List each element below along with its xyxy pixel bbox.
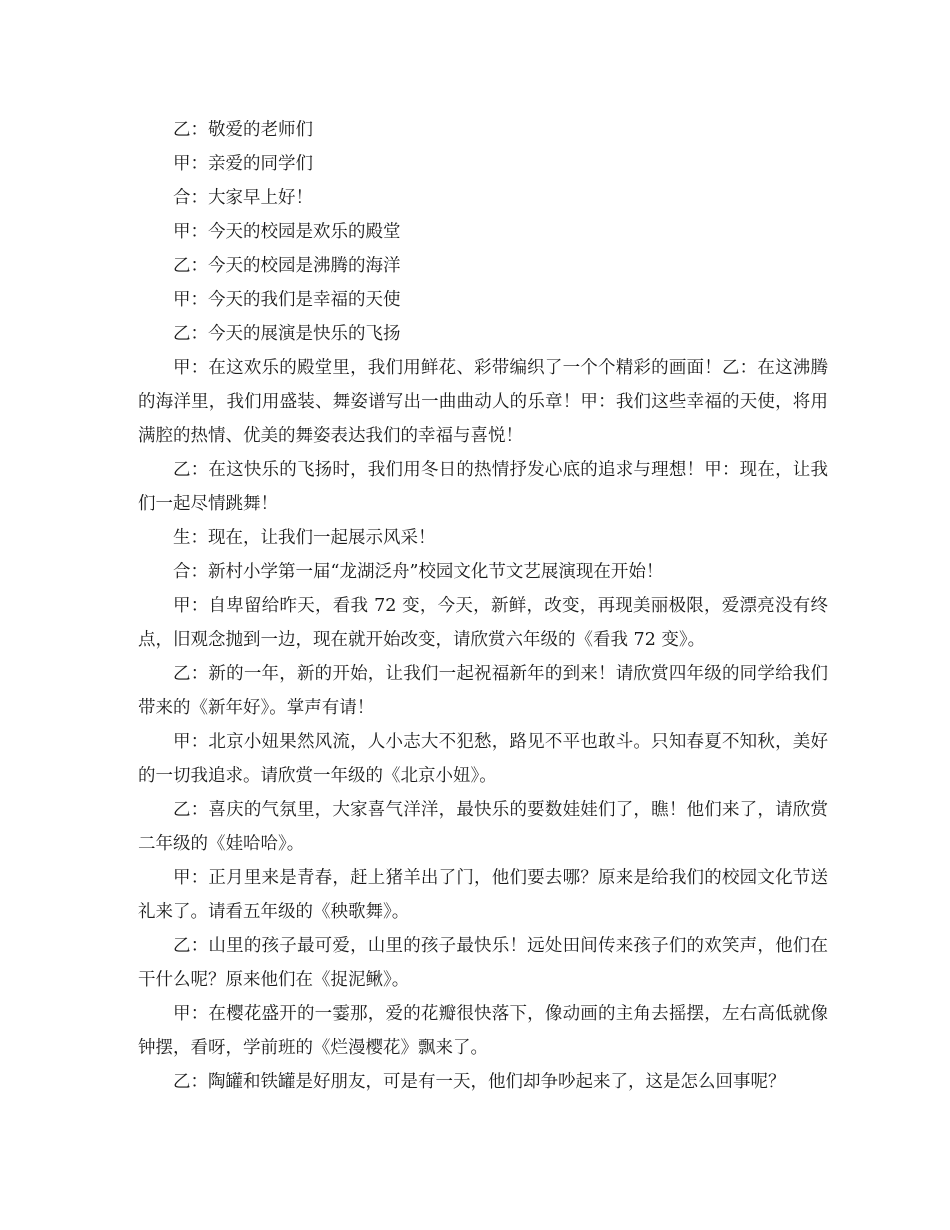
paragraph: 乙：在这快乐的飞扬时，我们用冬日的热情抒发心底的追求与理想！甲：现在，让我们一起尽情跳舞！ [138,460,828,514]
paragraph: 乙：山里的孩子最可爱，山里的孩子最快乐！远处田间传来孩子们的欢笑声，他们在干什么呢？原来他们在《捉泥鳅》。 [138,936,828,990]
paragraph: 乙：喜庆的气氛里，大家喜气洋洋，最快乐的要数娃娃们了，瞧！他们来了，请欣赏二年级的《娃哈哈》。 [138,800,828,854]
paragraph: 乙：今天的展演是快乐的飞扬 [173,324,401,344]
paragraph: 甲：亲爱的同学们 [173,154,313,174]
paragraph: 甲：在樱花盛开的一霎那，爱的花瓣很快落下，像动画的主角去摇摆，左右高低就像钟摆，看呀，学前班的《烂漫樱花》飘来了。 [138,1004,828,1058]
paragraph: 甲：自卑留给昨天，看我 72 变，今天，新鲜，改变，再现美丽极限，爱漂亮没有终点，旧观念抛到一边，现在就开始改变，请欣赏六年级的《看我 72 变》。 [138,596,828,650]
paragraph: 甲：在这欢乐的殿堂里，我们用鲜花、彩带编织了一个个精彩的画面！乙：在这沸腾的海洋里，我们用盛装、舞姿谱写出一曲曲动人的乐章！甲：我们这些幸福的天使，将用满腔的热情、优美的舞姿表达我们的幸福与喜悦！ [138,358,828,446]
document-body [138,113,828,1099]
paragraph: 甲：正月里来是青春，赶上猪羊出了门，他们要去哪？原来是给我们的校园文化节送礼来了。请看五年级的《秧歌舞》。 [138,868,828,922]
paragraph: 合：大家早上好！ [173,188,313,208]
paragraph: 生：现在，让我们一起展示风采！ [173,528,436,548]
paragraph: 乙：敬爱的老师们 [173,120,313,140]
paragraph: 甲：今天的我们是幸福的天使 [173,290,401,310]
paragraph: 甲：今天的校园是欢乐的殿堂 [173,222,401,242]
paragraph: 甲：北京小妞果然风流，人小志大不犯愁，路见不平也敢斗。只知春夏不知秋，美好的一切我追求。请欣赏一年级的《北京小妞》。 [138,732,828,786]
paragraph: 乙：新的一年，新的开始，让我们一起祝福新年的到来！请欣赏四年级的同学给我们带来的《新年好》。掌声有请！ [138,664,828,718]
paragraph: 合：新村小学第一届“龙湖泛舟”校园文化节文艺展演现在开始！ [173,562,664,582]
paragraph: 乙：陶罐和铁罐是好朋友，可是有一天，他们却争吵起来了，这是怎么回事呢？ [173,1072,786,1092]
paragraph: 乙：今天的校园是沸腾的海洋 [173,256,401,276]
